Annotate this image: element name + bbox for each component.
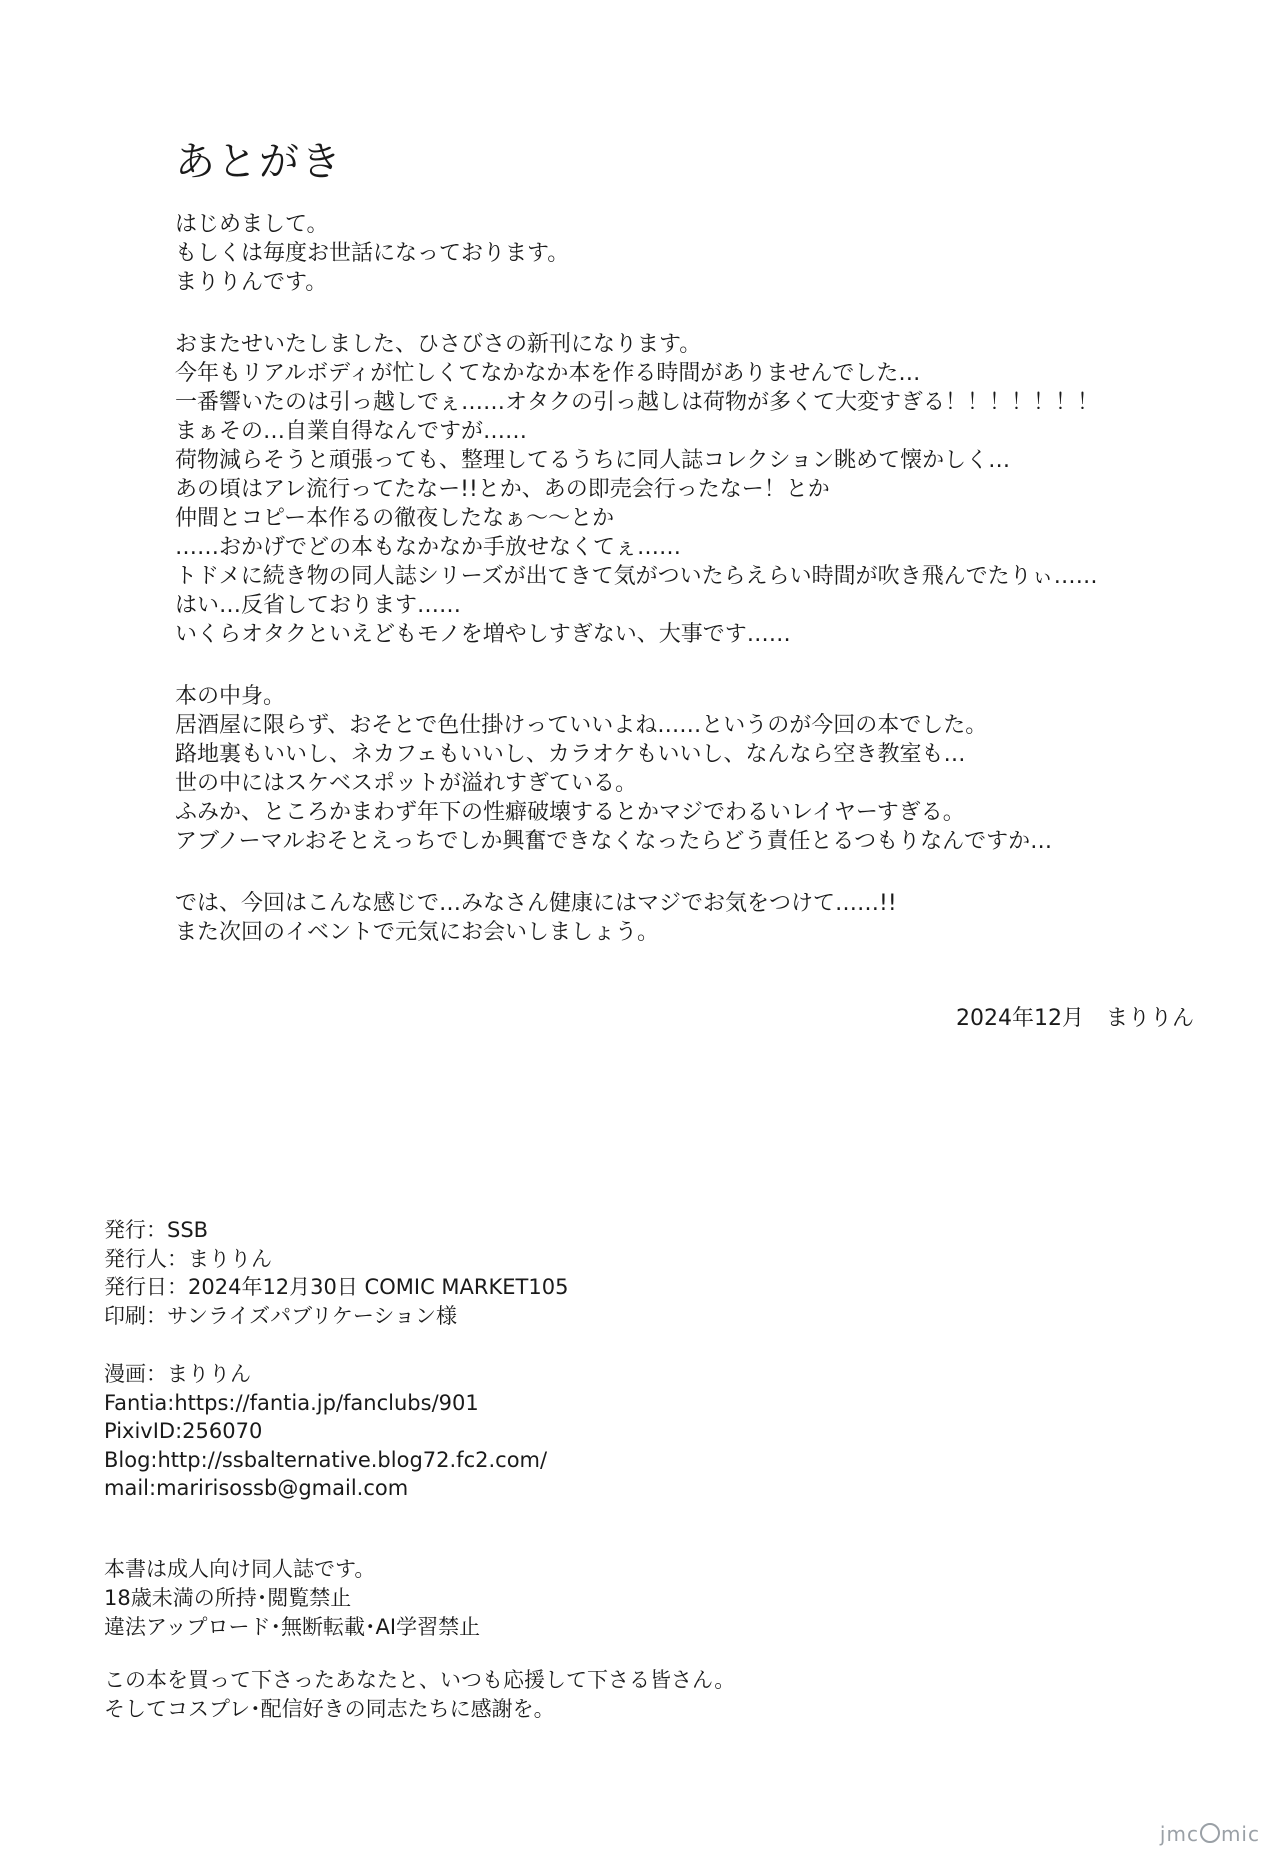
text-line: 世の中にはスケベスポットが溢れすぎている。 (175, 771, 638, 796)
watermark-text-left: jmc (1159, 1822, 1199, 1846)
text-line: 本の中身。 (175, 684, 286, 709)
text-line: おまたせいたしました、ひさびさの新刊になります。 (175, 332, 702, 357)
text-line: はい…反省しております…… (175, 593, 462, 618)
watermark (1160, 1822, 1260, 1846)
notice-line: 18歳未満の所持･閲覧禁止 (104, 1586, 352, 1610)
circle-logo-icon (1200, 1823, 1220, 1843)
notice-line: 本書は成人向け同人誌です。 (104, 1557, 376, 1581)
mail-line: mail:maririsossb@gmail.com (104, 1476, 409, 1501)
thanks-line: この本を買って下さったあなたと、いつも応援して下さる皆さん。 (104, 1668, 736, 1692)
text-line: 仲間とコピー本作るの徹夜したなぁ～～とか (175, 506, 615, 531)
text-line: ふみか、ところかまわず年下の性癖破壊するとかマジでわるいレイヤーすぎる。 (175, 800, 965, 825)
text-line: はじめまして。 (175, 212, 329, 237)
publication-date-line: 発行日：2024年12月30日 COMIC MARKET105 (104, 1275, 569, 1300)
text-line: もしくは毎度お世話になっております。 (175, 241, 570, 266)
printer-line: 印刷：サンライズパブリケーション様 (104, 1303, 458, 1328)
text-line: いくらオタクといえどもモノを増やしすぎない、大事です…… (175, 622, 791, 647)
signature-date-author: 2024年12月 まりりん (956, 1006, 1194, 1031)
text-line: まぁその…自業自得なんですが…… (175, 419, 528, 444)
text-line: 今年もリアルボディが忙しくてなかなか本を作る時間がありませんでした… (175, 361, 921, 386)
artist-line: 漫画：まりりん (104, 1362, 251, 1386)
blog-link: Blog:http://ssbalternative.blog72.fc2.com/ (104, 1447, 548, 1472)
publisher-line: 発行：SSB (104, 1218, 209, 1242)
issuer-line: 発行人：まりりん (104, 1246, 272, 1271)
text-line: トドメに続き物の同人誌シリーズが出てきて気がついたらえらい時間が吹き飛んでたりぃ…… (175, 564, 1098, 589)
thanks-line: そしてコスプレ･配信好きの同志たちに感謝を。 (104, 1697, 555, 1721)
afterword-body (175, 210, 1215, 980)
pixiv-id-line: PixivID:256070 (104, 1419, 263, 1444)
text-line: 一番響いたのは引っ越しでぇ……オタクの引っ越しは荷物が多くて大変すぎる！！！！！！！ (175, 390, 1100, 415)
adult-notice (104, 1555, 904, 1642)
page-title: あとがき (175, 139, 343, 185)
text-line: 荷物減らそうと頑張っても、整理してるうちに同人誌コレクション眺めて懐かしく… (175, 448, 1011, 473)
text-line: 路地裏もいいし、ネカフェもいいし、カラオケもいいし、なんなら空き教室も… (175, 742, 966, 767)
text-line: まりりんです。 (175, 270, 328, 295)
text-line: では、今回はこんな感じで…みなさん健康にはマジでお気をつけて……!! (175, 891, 897, 916)
colophon (104, 1216, 904, 1330)
text-line: アブノーマルおそとえっちでしか興奮できなくなったらどう責任とるつもりなんですか… (175, 829, 1053, 854)
news-paragraph (175, 330, 1215, 649)
fantia-link: Fantia:https://fantia.jp/fanclubs/901 (104, 1390, 479, 1415)
content-paragraph (175, 682, 1215, 856)
text-line: 居酒屋に限らず、おそとで色仕掛けっていいよね……というのが今回の本でした。 (175, 713, 988, 738)
credits (104, 1360, 904, 1503)
text-line: また次回のイベントで元気にお会いしましょう。 (175, 920, 660, 945)
watermark-text-right: mic (1220, 1822, 1260, 1846)
thanks-message (104, 1666, 1004, 1724)
greeting-paragraph (175, 210, 1215, 297)
notice-line: 違法アップロード･無断転載･AI学習禁止 (104, 1615, 481, 1639)
closing-paragraph (175, 889, 1215, 947)
text-line: ……おかげでどの本もなかなか手放せなくてぇ…… (175, 535, 682, 560)
text-line: あの頃はアレ流行ってたなー!!とか、あの即売会行ったなー！とか (175, 477, 830, 502)
